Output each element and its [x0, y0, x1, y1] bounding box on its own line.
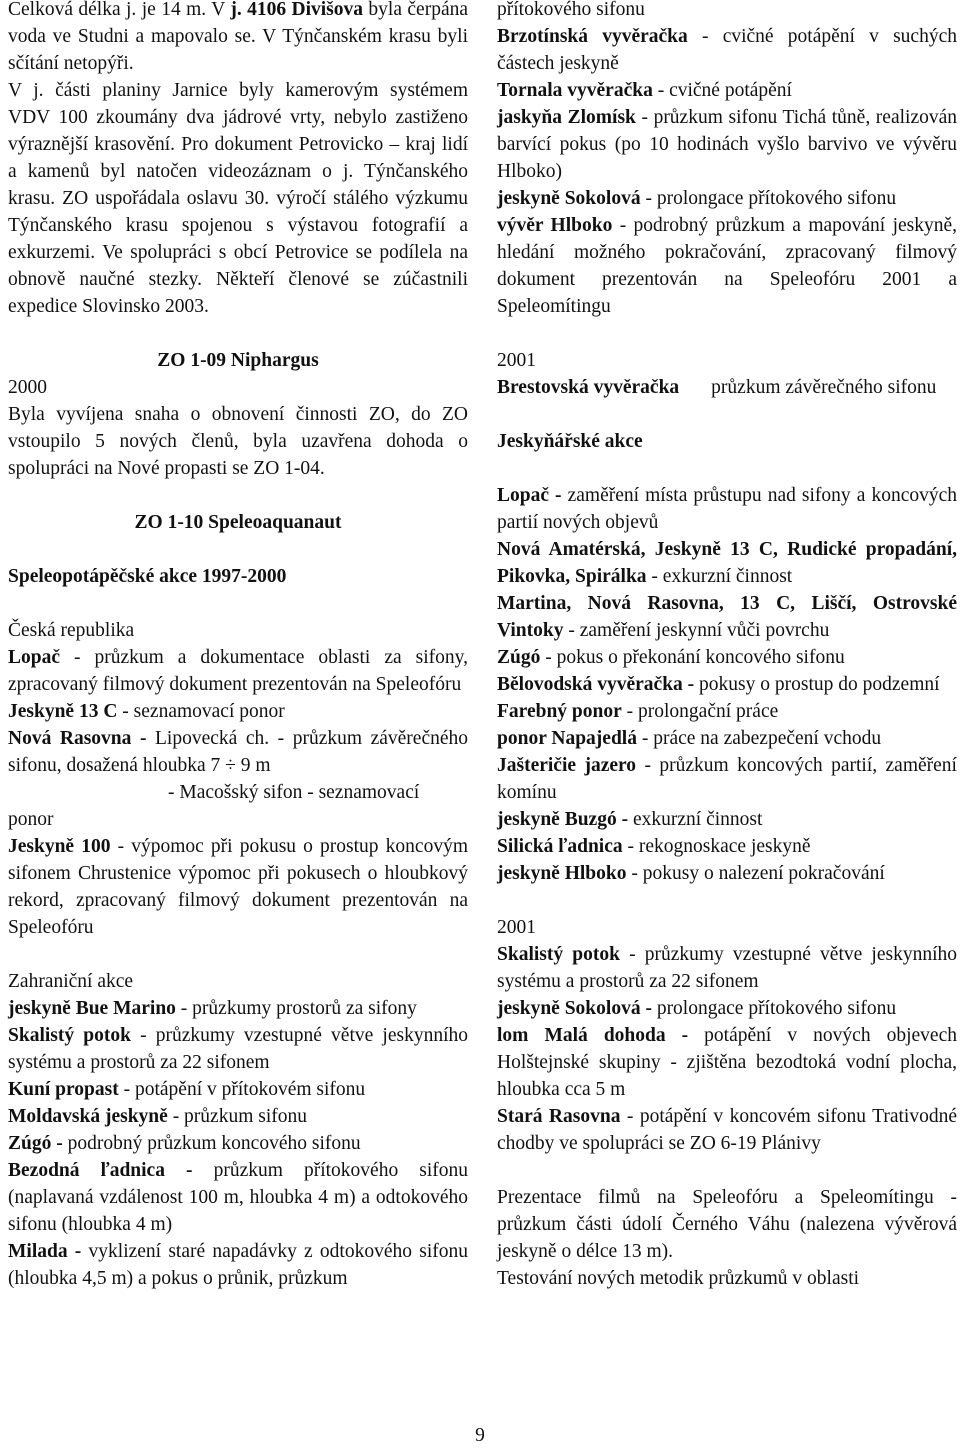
list-item: Moldavská jeskyně - průzkum sifonu: [8, 1106, 307, 1127]
list-item: Skalistý potok - průzkumy vzestupné větve jeskynního systému a prostorů za 22 sifonem: [497, 944, 957, 992]
cave-actions-label: Jeskyňářské akce: [497, 431, 643, 452]
list-item: jeskyně Sokolová - prolongace přítokového sifonu: [497, 998, 897, 1019]
list-item: Zúgó - pokus o překonání koncového sifonu: [497, 647, 845, 668]
czech-republic-label: Česká republika: [8, 620, 135, 641]
right-column: [497, 0, 957, 1292]
list-item: Tornala vyvěračka - cvičné potápění: [497, 80, 792, 101]
niphargus-text: Byla vyvíjena snaha o obnovení činnosti ZO, do ZO vstoupilo 5 nových členů, byla uzavřena dohoda o spolupráci na Nové propasti se ZO 1-04.: [8, 404, 468, 479]
list-item: Farebný ponor - prolongační práce: [497, 701, 779, 722]
list-item: Silická ľadnica - rekognoskace jeskyně: [497, 836, 811, 857]
list-item: Zúgó - podrobný průzkum koncového sifonu: [8, 1133, 361, 1154]
left-column: [8, 0, 468, 1292]
list-item: Jašteričie jazero - průzkum koncových partií, zaměření komínu: [497, 755, 957, 803]
list-item: Milada - vyklizení staré napadávky z odtokového sifonu (hloubka 4,5 m) a pokus o průnik, průzkum: [8, 1241, 468, 1289]
list-item: Nová Rasovna - Lipovecká ch. - průzkum závěrečného sifonu, dosažená hloubka 7 ÷ 9 m: [8, 728, 469, 776]
intro-paragraph-2: V j. části planiny Jarnice byly kamerovým systémem VDV 100 zkoumány dva jádrové vrty, nebylo zastiženo výraznější krasovění. Pro dokument Petrovicko – kraj lidí a kamenů byl natočen videozáznam o j. Týnčanského krasu. ZO uspořádala oslavu 30. výročí stálého výzkumu Týnčanského krasu spojenou s výstavou fotografií a exkurzemi. Ve spolupráci s obcí Petrovice se podílela na obnově naučné stezky. Někteří členové se zúčastnili expedice Slovinsko 2003.: [8, 80, 468, 317]
list-item: Kuní propast - potápění v přítokovém sifonu: [8, 1079, 366, 1100]
testing-text: Testování nových metodik průzkumů v oblasti: [497, 1268, 860, 1289]
list-item: jeskyně Buzgó - exkurzní činnost: [497, 809, 763, 830]
list-item: Bělovodská vyvěračka - pokusy o prostup do podzemní: [497, 674, 940, 695]
list-item: jeskyně Bue Marino - průzkumy prostorů za sifony: [8, 998, 417, 1019]
section-heading-niphargus: ZO 1-09 Niphargus: [157, 350, 319, 371]
continued-text: přítokového sifonu: [497, 0, 645, 20]
list-item: Jeskyně 13 C - seznamovací ponor: [8, 701, 285, 722]
year-label: 2001: [497, 917, 536, 938]
foreign-actions-label: Zahraniční akce: [8, 971, 134, 992]
list-item: jeskyně Hlboko - pokusy o nalezení pokračování: [497, 863, 885, 884]
section-heading-speleoaquanaut: ZO 1-10 Speleoaquanaut: [134, 512, 342, 533]
speleo-subheading: Speleopotápěčské akce 1997-2000: [8, 566, 287, 587]
page-number: 9: [475, 1425, 485, 1446]
year-label: 2001: [497, 350, 536, 371]
list-item: Stará Rasovna - potápění v koncovém sifonu Trativodné chodby ve spolupráci se ZO 6-19 Plánivy: [497, 1106, 957, 1154]
list-item: vývěr Hlboko - podrobný průzkum a mapování jeskyně, hledání možného pokračování, zpracovaný filmový dokument prezentován na Speleofóru 2001 a Speleomítingu: [497, 215, 958, 317]
list-item: Bezodná ľadnica - průzkum přítokového sifonu (naplavaná vzdálenost 100 m, hloubka 4 m) a odtokového sifonu (hloubka 4 m): [8, 1160, 469, 1235]
presentation-text: Prezentace filmů na Speleofóru a Speleomítingu - průzkum části údolí Černého Váhu (nalezena vývěrová jeskyně o délce 13 m).: [497, 1187, 957, 1262]
list-item: ponor Napajedlá - práce na zabezpečení vchodu: [497, 728, 882, 749]
list-item: Brzotínská vyvěračka - cvičné potápění v suchých částech jeskyně: [497, 26, 957, 74]
list-item: Skalistý potok - průzkumy vzestupné větve jeskynního systému a prostorů za 22 sifonem: [8, 1025, 468, 1073]
list-item: Lopač - průzkum a dokumentace oblasti za sifony, zpracovaný filmový dokument prezentován na Speleofóru: [8, 647, 468, 695]
list-item: jaskyňa Zlomísk - průzkum sifonu Tichá tůně, realizován barvící pokus (po 10 hodinách vyšlo barvivo ve vývěru Hlboko): [497, 107, 957, 182]
list-item: Jeskyně 100 - výpomoc při pokusu o prostup koncovým sifonem Chrustenice výpomoc při pokusech o hloubkový rekord, zpracovaný filmový dokument prezentován na Speleofóru: [8, 836, 468, 938]
list-item: Brestovská vyvěračka průzkum závěrečného sifonu: [497, 377, 937, 398]
list-item: lom Malá dohoda - potápění v nových objevech Holštejnské skupiny - zjištěna bezodtoká vodní plocha, hloubka cca 5 m: [497, 1025, 957, 1100]
niphargus-year: 2000: [8, 377, 47, 398]
intro-paragraph-1: Celková délka j. je 14 m. V j. 4106 Divišova byla čerpána voda ve Studni a mapovalo se. V Týnčanském krasu byli sčítání netopýři.: [8, 0, 469, 74]
list-item: Lopač - zaměření místa průstupu nad sifony a koncových partií nových objevů: [497, 485, 957, 533]
list-item: ponor: [8, 809, 54, 830]
list-item: - Macošský sifon - seznamovací: [168, 782, 420, 803]
list-item: Nová Amatérská, Jeskyně 13 C, Rudické propadání, Pikovka, Spirálka - exkurzní činnost: [497, 539, 957, 587]
list-item: jeskyně Sokolová - prolongace přítokového sifonu: [497, 188, 897, 209]
list-item: Martina, Nová Rasovna, 13 C, Liščí, Ostrovské Vintoky - zaměření jeskynní vůči povrchu: [497, 593, 957, 641]
